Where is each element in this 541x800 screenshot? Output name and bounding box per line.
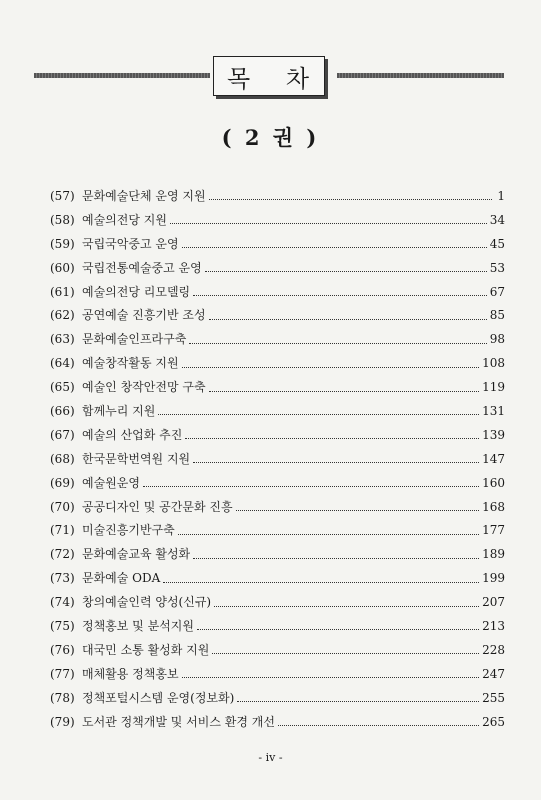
toc-entry-page: 67 — [489, 284, 505, 299]
toc-entry-title: 공연예술 진흥기반 조성 — [82, 308, 206, 323]
toc-entry-page: 147 — [482, 451, 505, 466]
toc-entry[interactable] — [50, 352, 505, 376]
left-decorative-rule — [34, 73, 210, 78]
toc-entry-page: 139 — [482, 427, 505, 442]
table-of-contents — [50, 185, 505, 734]
toc-entry-title: 국립전통예술중고 운영 — [82, 260, 202, 275]
toc-entry-title: 문화예술교육 활성화 — [82, 547, 191, 562]
toc-leader-dots — [209, 199, 492, 200]
right-decorative-rule — [337, 73, 504, 78]
toc-entry-title: 국립국악중고 운영 — [82, 236, 179, 251]
toc-leader-dots — [182, 247, 487, 248]
toc-leader-dots — [170, 223, 487, 224]
toc-leader-dots — [209, 391, 480, 392]
toc-entry-number: (58) — [50, 212, 75, 227]
toc-entry-title: 창의예술인력 양성(신규) — [82, 595, 212, 610]
toc-entry-number: (61) — [50, 284, 75, 299]
toc-entry-number: (78) — [50, 690, 75, 705]
page-number: - iv - — [258, 751, 283, 764]
toc-leader-dots — [205, 271, 487, 272]
toc-entry[interactable] — [50, 185, 505, 209]
toc-entry-page: 189 — [482, 547, 505, 562]
toc-entry-title: 매체활용 정책홍보 — [82, 666, 179, 681]
toc-entry[interactable] — [50, 209, 505, 233]
toc-entry-number: (63) — [50, 332, 75, 347]
toc-entry-number: (67) — [50, 427, 75, 442]
toc-entry-number: (77) — [50, 666, 75, 681]
toc-leader-dots — [189, 343, 486, 344]
toc-entry-title: 정책홍보 및 분석지원 — [82, 619, 194, 634]
toc-leader-dots — [193, 558, 479, 559]
toc-entry[interactable] — [50, 448, 505, 472]
toc-entry[interactable] — [50, 328, 505, 352]
toc-entry-title: 함께누리 지원 — [82, 404, 156, 419]
toc-leader-dots — [158, 414, 479, 415]
toc-entry[interactable] — [50, 233, 505, 257]
toc-entry-number: (76) — [50, 642, 75, 657]
toc-leader-dots — [236, 510, 480, 511]
toc-entry-page: 119 — [482, 380, 505, 395]
toc-entry-number: (69) — [50, 475, 75, 490]
toc-leader-dots — [278, 725, 479, 726]
toc-leader-dots — [143, 486, 479, 487]
toc-leader-dots — [214, 606, 479, 607]
toc-entry-title: 도서관 정책개발 및 서비스 환경 개선 — [82, 714, 275, 729]
toc-entry-number: (59) — [50, 236, 75, 251]
title-row — [0, 56, 541, 102]
toc-leader-dots — [182, 367, 480, 368]
toc-entry-title: 정책포털시스템 운영(정보화) — [82, 690, 235, 705]
toc-entry-title: 공공디자인 및 공간문화 진흥 — [82, 499, 233, 514]
toc-entry[interactable] — [50, 711, 505, 735]
toc-leader-dots — [197, 629, 479, 630]
toc-entry-page: 247 — [482, 666, 505, 681]
toc-entry[interactable] — [50, 424, 505, 448]
toc-entry[interactable] — [50, 639, 505, 663]
toc-entry-page: 213 — [482, 619, 505, 634]
toc-entry-title: 문화예술단체 운영 지원 — [82, 189, 206, 203]
toc-entry[interactable] — [50, 591, 505, 615]
volume-subtitle: ( 2 권 ) — [221, 125, 320, 150]
toc-entry-page: 168 — [482, 499, 505, 514]
toc-entry[interactable] — [50, 663, 505, 687]
toc-entry-number: (62) — [50, 308, 75, 323]
toc-entry-page: 207 — [482, 595, 505, 610]
toc-entry-number: (64) — [50, 356, 75, 371]
toc-leader-dots — [193, 462, 479, 463]
toc-entry-title: 예술의전당 지원 — [82, 212, 167, 227]
toc-entry-title: 예술의전당 리모델링 — [82, 284, 191, 299]
toc-entry-number: (72) — [50, 547, 75, 562]
toc-entry-page: 108 — [482, 356, 505, 371]
toc-entry-page: 265 — [482, 714, 505, 729]
toc-entry-title: 예술창작활동 지원 — [82, 356, 179, 371]
toc-leader-dots — [163, 582, 479, 583]
toc-leader-dots — [182, 677, 480, 678]
toc-entry-number: (79) — [50, 714, 75, 729]
toc-entry-page: 255 — [482, 690, 505, 705]
toc-leader-dots — [193, 295, 487, 296]
toc-entry-title: 대국민 소통 활성화 지원 — [82, 642, 210, 657]
toc-entry[interactable] — [50, 496, 505, 520]
toc-entry[interactable] — [50, 543, 505, 567]
toc-entry-number: (57) — [50, 189, 75, 203]
toc-entry-number: (60) — [50, 260, 75, 275]
toc-entry-title: 예술인 창작안전망 구축 — [82, 380, 206, 395]
toc-entry-number: (66) — [50, 404, 75, 419]
toc-entry-page: 160 — [482, 475, 505, 490]
toc-leader-dots — [237, 701, 479, 702]
toc-leader-dots — [178, 534, 479, 535]
toc-entry-title: 문화예술 ODA — [82, 571, 161, 586]
toc-entry[interactable] — [50, 687, 505, 711]
toc-entry-title: 한국문학번역원 지원 — [82, 451, 191, 466]
page-title: 목 차 — [213, 56, 325, 96]
toc-entry[interactable] — [50, 376, 505, 400]
toc-entry[interactable] — [50, 304, 505, 328]
toc-leader-dots — [209, 319, 487, 320]
toc-entry[interactable] — [50, 567, 505, 591]
toc-entry-number: (65) — [50, 380, 75, 395]
toc-entry-title: 미술진흥기반구축 — [82, 523, 175, 538]
toc-entry[interactable] — [50, 615, 505, 639]
toc-leader-dots — [212, 653, 479, 654]
toc-entry-page: 199 — [482, 571, 505, 586]
toc-entry-number: (71) — [50, 523, 75, 538]
toc-entry-number: (68) — [50, 451, 75, 466]
toc-entry-page: 98 — [489, 332, 505, 347]
toc-entry-number: (73) — [50, 571, 75, 586]
toc-entry[interactable] — [50, 281, 505, 305]
toc-entry-number: (70) — [50, 499, 75, 514]
toc-entry-title: 예술원운영 — [82, 475, 140, 490]
toc-entry-number: (74) — [50, 595, 75, 610]
toc-entry-page: 177 — [482, 523, 505, 538]
toc-entry-page: 45 — [489, 236, 505, 251]
toc-entry[interactable] — [50, 257, 505, 281]
toc-entry[interactable] — [50, 400, 505, 424]
toc-entry-page: 53 — [489, 260, 505, 275]
toc-entry-title: 문화예술인프라구축 — [82, 332, 187, 347]
toc-entry-page: 1 — [497, 189, 505, 203]
toc-entry-page: 228 — [482, 642, 505, 657]
toc-entry[interactable] — [50, 519, 505, 543]
toc-entry-page: 131 — [482, 404, 505, 419]
toc-entry-number: (75) — [50, 619, 75, 634]
toc-entry[interactable] — [50, 472, 505, 496]
toc-entry-title: 예술의 산업화 추진 — [82, 427, 183, 442]
toc-leader-dots — [185, 438, 479, 439]
toc-entry-page: 34 — [489, 212, 505, 227]
toc-entry-page: 85 — [489, 308, 505, 323]
